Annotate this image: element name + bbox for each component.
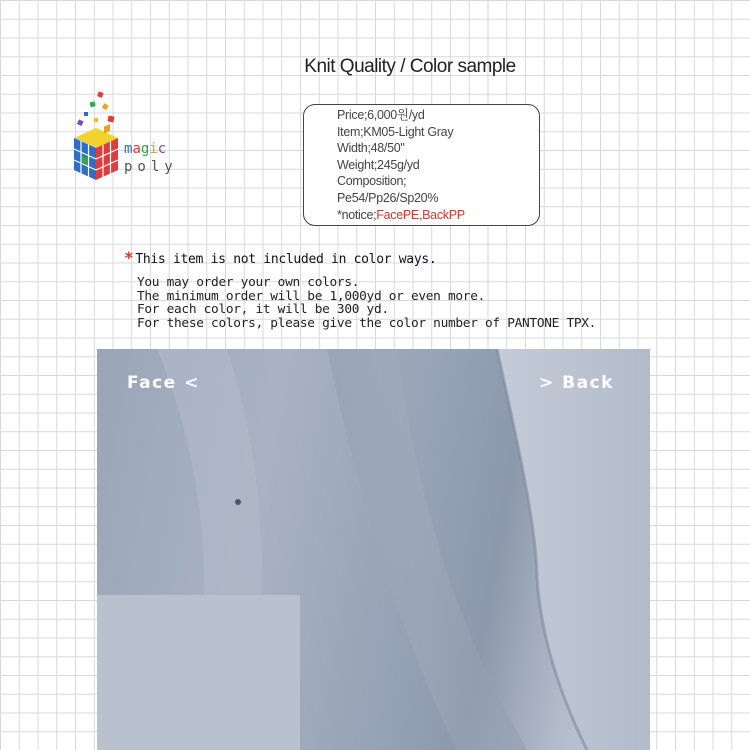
spec-composition-value: Pe54/Pp26/Sp20%: [337, 190, 439, 205]
spec-box: [303, 104, 540, 226]
spec-composition-label: Composition;: [337, 174, 407, 189]
asterisk-icon: *: [124, 248, 134, 267]
spec-width: Width;48/50": [337, 141, 405, 156]
logo-text: magic poly: [124, 141, 178, 175]
spec-notice: *notice;FacePE,BackPP: [337, 207, 465, 222]
note-line: You may order your own colors.: [137, 275, 360, 290]
fabric-photo: [97, 349, 650, 750]
note-line: The minimum order will be 1,000yd or even more.: [137, 288, 486, 304]
face-label: Face <: [127, 373, 200, 393]
spec-weight: Weight;245g/yd: [337, 157, 420, 172]
color-ways-notice: * This item is not included in color ways.: [124, 248, 437, 267]
spec-item: Item;KM05-Light Gray: [337, 124, 454, 139]
order-notes: [137, 276, 596, 330]
back-label: > Back: [539, 373, 614, 393]
note-line: For each color, it will be 300 yd.: [137, 302, 389, 317]
page-title: Knit Quality / Color sample: [304, 56, 516, 77]
color-swatch: [97, 595, 300, 750]
note-line: For these colors, please give the color number of PANTONE TPX.: [137, 315, 597, 331]
spec-price: Price;6,000원/yd: [337, 108, 425, 122]
